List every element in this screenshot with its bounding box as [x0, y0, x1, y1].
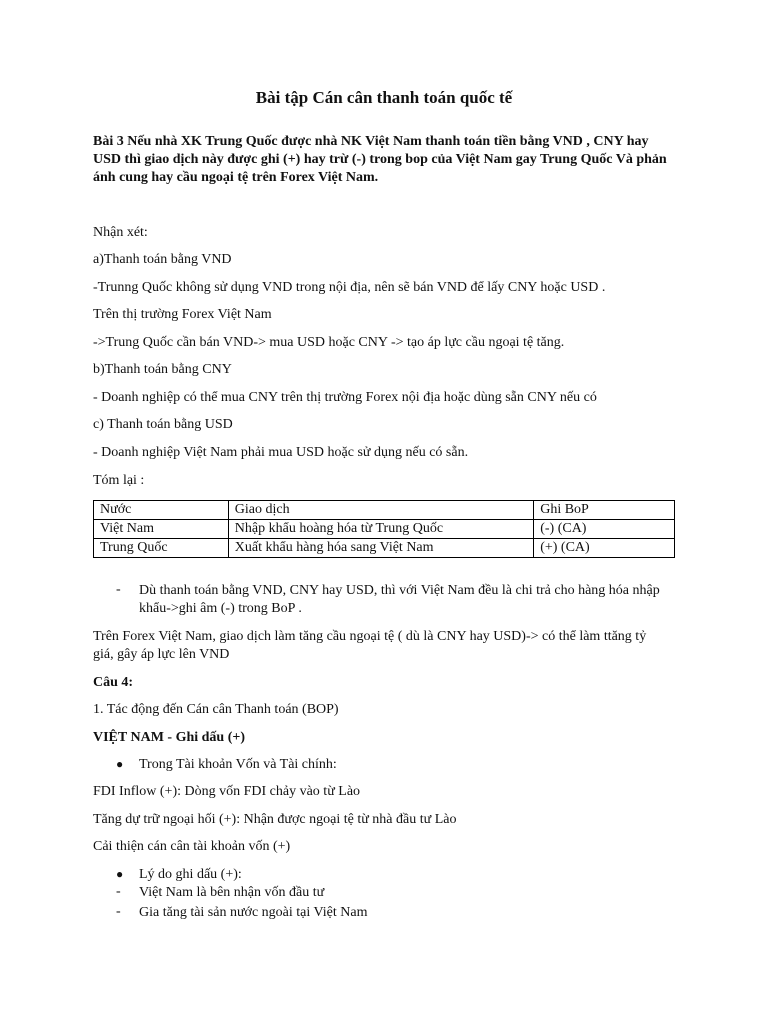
summary-bullet-marker: -	[116, 582, 121, 597]
question-4-heading: Câu 4:	[93, 675, 134, 690]
table-cell: Trung Quốc	[94, 539, 229, 558]
dash-icon: -	[116, 904, 121, 919]
q4-point-1: 1. Tác động đến Cán cân Thanh toán (BOP)	[93, 702, 339, 717]
comment-heading: Nhận xét:	[93, 225, 148, 240]
table-header-cell: Ghi BoP	[534, 501, 675, 520]
table-header-cell: Giao dịch	[228, 501, 533, 520]
section-a-title: a)Thanh toán bằng VND	[93, 252, 232, 267]
dash-item-1: Việt Nam là bên nhận vốn đầu tư	[139, 885, 325, 900]
capital-improve-line: Cải thiện cán cân tài khoản vốn (+)	[93, 839, 291, 854]
table-cell: Xuất khẩu hàng hóa sang Việt Nam	[228, 539, 533, 558]
dash-item-2: Gia tăng tài sản nước ngoài tại Việt Nam	[139, 905, 368, 920]
table-cell: (+) (CA)	[534, 539, 675, 558]
table-header-row	[94, 501, 675, 520]
document-title: Bài tập Cán cân thanh toán quốc tế	[255, 88, 513, 107]
bullet-reason: Lý do ghi dấu (+):	[139, 867, 242, 882]
bop-table	[93, 500, 675, 558]
section-b-title: b)Thanh toán bằng CNY	[93, 362, 232, 377]
table-cell: Việt Nam	[94, 520, 229, 539]
forex-note: Trên Forex Việt Nam, giao dịch làm tăng cầu ngoại tệ ( dù là CNY hay USD)-> có thể làm ttăng tỷ giá, gây áp lực lên VND	[93, 629, 647, 662]
bullet-dot-icon: ●	[116, 757, 124, 771]
table-header-cell: Nước	[94, 501, 229, 520]
section-a-line-2: Trên thị trường Forex Việt Nam	[93, 307, 272, 322]
table-row	[94, 539, 675, 558]
section-a-line-3: ->Trung Quốc cần bán VND-> mua USD hoặc CNY -> tạo áp lực cầu ngoại tệ tăng.	[93, 335, 565, 350]
question-3: Bài 3 Nếu nhà XK Trung Quốc được nhà NK Việt Nam thanh toán tiền bằng VND , CNY hay USD thì giao dịch này được ghi (+) hay trừ (-) trong bop của Việt Nam gay Trung Quốc Và phản ánh cung hay cầu ngoại tệ trên Forex Việt Nam.	[93, 134, 667, 185]
section-b-line-1: - Doanh nghiệp có thể mua CNY trên thị trường Forex nội địa hoặc dùng sẵn CNY nếu có	[93, 390, 597, 405]
dash-icon: -	[116, 884, 121, 899]
table-cell: Nhập khẩu hoàng hóa từ Trung Quốc	[228, 520, 533, 539]
vietnam-heading: VIỆT NAM - Ghi dấu (+)	[93, 730, 246, 745]
summary-bullet: Dù thanh toán bằng VND, CNY hay USD, thì với Việt Nam đều là chi trả cho hàng hóa nhập khẩu->ghi âm (-) trong BoP .	[139, 583, 660, 616]
reserve-line: Tăng dự trữ ngoại hối (+): Nhận được ngoại tệ từ nhà đầu tư Lào	[93, 812, 457, 827]
section-c-title: c) Thanh toán bằng USD	[93, 417, 233, 432]
table-row	[94, 520, 675, 539]
bullet-capital-account: Trong Tài khoản Vốn và Tài chính:	[139, 757, 337, 772]
fdi-inflow-line: FDI Inflow (+): Dòng vốn FDI chảy vào từ Lào	[93, 784, 361, 799]
section-a-line-1: -Trunng Quốc không sử dụng VND trong nội địa, nên sẽ bán VND để lấy CNY hoặc USD .	[93, 280, 606, 295]
section-c-line-1: - Doanh nghiệp Việt Nam phải mua USD hoặc sử dụng nếu có sẵn.	[93, 445, 469, 460]
summary-heading: Tóm lại :	[93, 473, 145, 488]
bullet-dot-icon: ●	[116, 867, 124, 881]
table-cell: (-) (CA)	[534, 520, 675, 539]
